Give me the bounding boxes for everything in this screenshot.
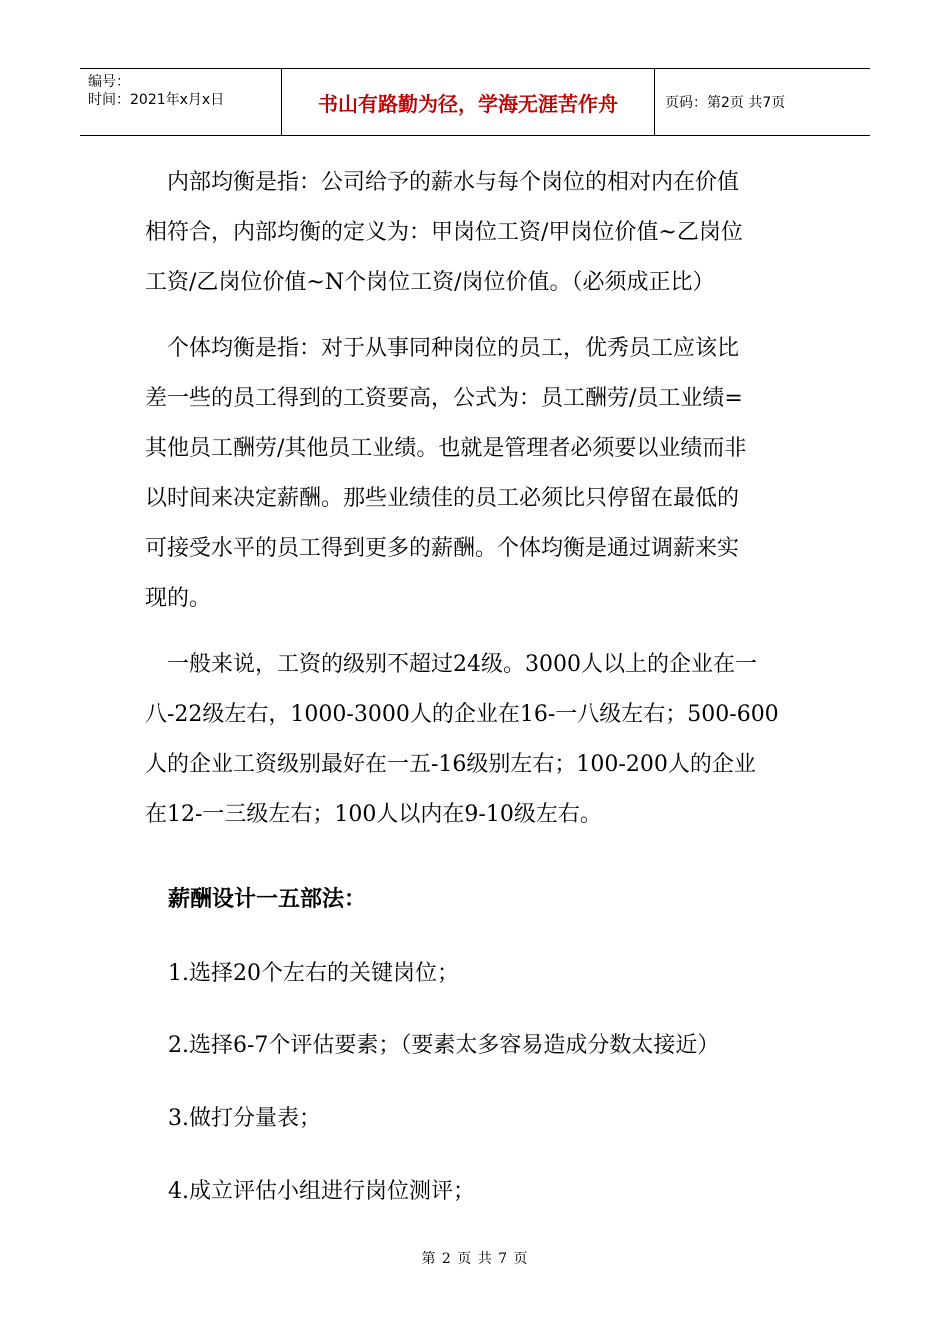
document-date: 时间：2021年x月x日: [88, 92, 225, 108]
paragraph-line: 差一些的员工得到的工资要高，公式为：员工酬劳/员工业绩=: [145, 386, 743, 411]
paragraph-line: 人的企业工资级别最好在一五-16级别左右；100-200人的企业: [145, 752, 756, 777]
step-item: 4.成立评估小组进行岗位测评；: [168, 1179, 475, 1204]
step-item: 3.做打分量表；: [168, 1106, 321, 1131]
paragraph-internal-balance: [145, 158, 815, 308]
paragraph-line: 一般来说，工资的级别不超过24级。3000人以上的企业在一: [167, 652, 757, 677]
step-item: 1.选择20个左右的关键岗位；: [168, 961, 459, 986]
paragraph-line: 可接受水平的员工得到更多的薪酬。个体均衡是通过调薪来实: [145, 536, 740, 561]
paragraph-line: 内部均衡是指：公司给予的薪水与每个岗位的相对内在价值: [167, 170, 740, 195]
document-body: [145, 158, 815, 856]
paragraph-line: 现的。: [145, 586, 212, 611]
paragraph-line: 在12-一三级左右；100人以内在9-10级左右。: [145, 802, 602, 827]
document-number: 编号：: [88, 74, 130, 90]
page-footer: 第 2 页 共 7 页: [421, 1251, 529, 1267]
paragraph-line: 其他员工酬劳/其他员工业绩。也就是管理者必须要以业绩而非: [145, 436, 747, 461]
paragraph-line: 八-22级左右，1000-3000人的企业在16-一八级左右；500-600: [145, 702, 779, 727]
paragraph-line: 工资/乙岗位价值~N个岗位工资/岗位价值。（必须成正比）: [145, 270, 715, 295]
paragraph-line: 相符合，内部均衡的定义为：甲岗位工资/甲岗位价值~乙岗位: [145, 220, 743, 245]
step-item: 2.选择6-7个评估要素；（要素太多容易造成分数太接近）: [168, 1033, 720, 1058]
paragraph-line: 以时间来决定薪酬。那些业绩佳的员工必须比只停留在最低的: [145, 486, 740, 511]
header-page-info: 页码：第2页 共7页: [665, 95, 786, 111]
paragraph-salary-levels: [145, 640, 815, 840]
paragraph-individual-balance: [145, 324, 815, 624]
section-title: 薪酬设计一五部法：: [168, 886, 367, 912]
page-header: [80, 68, 870, 136]
paragraph-line: 个体均衡是指：对于从事同种岗位的员工，优秀员工应该比: [167, 336, 740, 361]
header-meta: [80, 69, 282, 135]
header-motto: 书山有路勤为径，学海无涯苦作舟: [282, 69, 655, 135]
